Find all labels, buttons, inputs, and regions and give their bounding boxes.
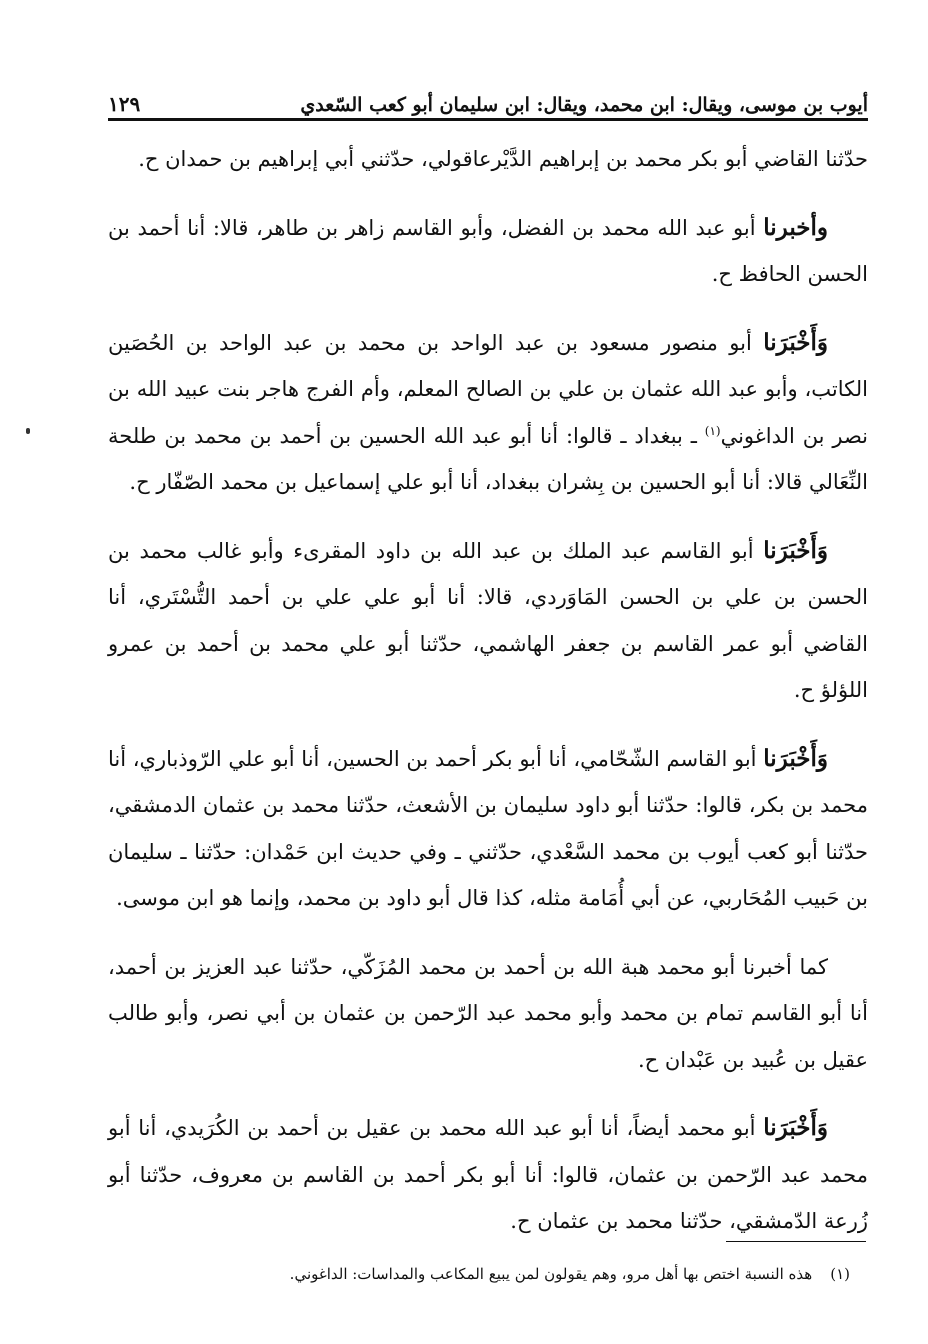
running-head: أيوب بن موسى، ويقال: ابن محمد، ويقال: ابن سليمان أبو كعب السّعدي — [300, 94, 868, 116]
paragraph-2 — [108, 205, 868, 298]
page-header — [108, 80, 868, 116]
paragraph-text: أبو القاسم الشّحّامي، أنا أبو بكر أحمد بن الحسين، أنا أبو علي الرّوذباري، أنا محمد بن بكر، قالوا: حدّثنا أبو داود سليمان بن الأشعث، حدّثنا محمد بن عثمان الدمشقي، حدّثنا أبو كعب أيوب بن محمد السَّعْدي، حدّثني ـ وفي حديث ابن حَمْدان: حدّثنا ـ سليمان بن حَبيب المُحَاربي، عن أبي أُمَامة مثله، كذا قال أبو داود بن محمد، وإنما هو ابن موسى. — [108, 746, 869, 910]
paragraph-lead: وَأَخْبَرَنا — [763, 1114, 828, 1141]
footnote — [108, 1262, 850, 1286]
footnote-number: (١) — [830, 1265, 850, 1283]
paragraph-text: أبو القاسم عبد الملك بن عبد الله بن داود المقرىء وأبو غالب محمد بن الحسن بن علي بن الحسن المَاوَردي، قالا: أنا أبو علي علي بن أحمد التُّسْتَري، أنا القاضي أبو عمر القاسم بن جعفر الهاشمي، حدّثنا أبو علي محمد بن أحمد بن عمرو اللؤلؤ ح. — [108, 538, 868, 702]
paragraph-4 — [108, 528, 868, 714]
page-number: ١٢٩ — [108, 92, 141, 116]
paragraph-text: أبو منصور مسعود بن عبد الواحد بن محمد بن عبد الواحد بن الحُصَين الكاتب، وأبو عبد الله عثمان بن علي بن الصالح المعلم، وأم الفرج هاجر بنت عبيد الله بن نصر بن الداغوني — [108, 330, 869, 448]
main-text — [108, 136, 868, 1267]
paragraph-text: أبو محمد أيضاً، أنا أبو عبد الله محمد بن عقيل بن أحمد بن الكُرَيدي، أنا أبو محمد عبد الرّحمن بن عثمان، قالوا: أنا أبو بكر أحمد بن القاسم بن معروف، حدّثنا أبو زُرعة الدّمشقي، حدّثنا محمد بن عثمان ح. — [108, 1116, 868, 1233]
paragraph-text: كما أخبرنا أبو محمد هبة الله بن أحمد بن محمد المُزَكّي، حدّثنا عبد العزيز بن أحمد، أنا أبو القاسم تمام بن محمد وأبو محمد عبد الرّحمن بن عثمان بن أبي نصر، وأبو طالب عقيل بن عُبيد بن عَبْدان ح. — [108, 954, 868, 1072]
paragraph-lead: وَأَخْبَرَنا — [763, 536, 828, 564]
header-rule — [108, 118, 868, 121]
paragraph-1 — [108, 136, 868, 183]
paragraph-3 — [108, 320, 868, 506]
paragraph-5 — [108, 736, 868, 922]
paragraph-text: حدّثنا القاضي أبو بكر محمد بن إبراهيم الدَّيْرعاقولي، حدّثني أبي إبراهيم بن حمدان ح. — [138, 147, 868, 171]
footnote-reference: (١) — [704, 423, 721, 438]
margin-mark — [26, 428, 30, 434]
paragraph-lead: وأخبرنا — [763, 213, 828, 241]
paragraph-lead: وَأَخْبَرَنا — [763, 744, 828, 772]
paragraph-6 — [108, 944, 868, 1084]
paragraph-lead: وَأَخْبَرَنا — [763, 328, 828, 356]
paragraph-text: ـ ببغداد ـ قالوا: أنا أبو عبد الله الحسين بن أحمد بن محمد بن طلحة النِّعَالي قالا: أنا أبو الحسين بن بِشران ببغداد، أنا أبو علي إسماعيل بن محمد الصّفّار ح. — [108, 423, 868, 494]
paragraph-7 — [108, 1105, 868, 1245]
footnote-rule — [726, 1241, 866, 1242]
footnote-text: هذه النسبة اختص بها أهل مرو، وهم يقولون لمن يبيع المكاعب والمداسات: الداغوني. — [289, 1265, 813, 1283]
paragraph-text: أبو عبد الله محمد بن الفضل، وأبو القاسم زاهر بن طاهر، قالا: أنا أحمد بن الحسن الحافظ ح. — [108, 215, 868, 286]
